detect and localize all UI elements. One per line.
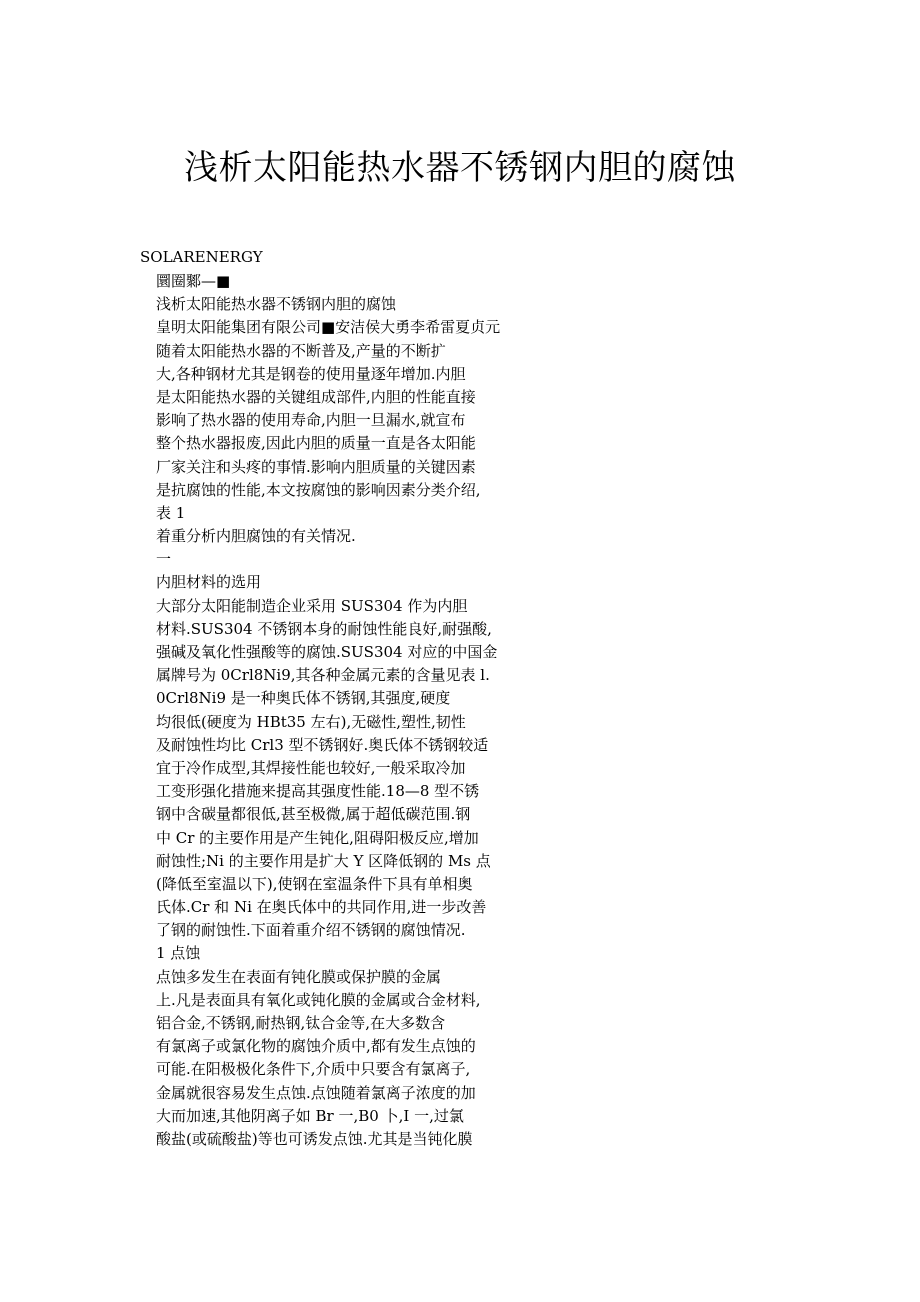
text-line: 是抗腐蚀的性能,本文按腐蚀的影响因素分类介绍, xyxy=(156,480,481,499)
text-line: 金属就很容易发生点蚀.点蚀随着氯离子浓度的加 xyxy=(156,1083,476,1102)
text-line: 大,各种钢材尤其是钢卷的使用量逐年增加.内胆 xyxy=(156,364,466,383)
page-title: 浅析太阳能热水器不锈钢内胆的腐蚀 xyxy=(184,148,736,188)
text-line: 表 1 xyxy=(156,503,186,522)
text-line: 宜于冷作成型,其焊接性能也较好,一般采取冷加 xyxy=(156,758,466,777)
text-line: 随着太阳能热水器的不断普及,产量的不断扩 xyxy=(156,341,446,360)
text-line: 厂家关注和头疼的事情.影响内胆质量的关键因素 xyxy=(156,457,476,476)
text-line: 了钢的耐蚀性.下面着重介绍不锈钢的腐蚀情况. xyxy=(156,921,466,940)
text-line: 工变形强化措施来提高其强度性能.18—8 型不锈 xyxy=(156,782,480,801)
text-line: 酸盐(或硫酸盐)等也可诱发点蚀.尤其是当钝化膜 xyxy=(156,1129,473,1148)
text-line: 着重分析内胆腐蚀的有关情况. xyxy=(156,527,356,546)
text-line: 浅析太阳能热水器不锈钢内胆的腐蚀 xyxy=(156,295,397,314)
text-line: 及耐蚀性均比 Crl3 型不锈钢好.奥氏体不锈钢较适 xyxy=(156,735,489,754)
text-line: 大而加速,其他阴离子如 Br 一,B0 卜,I 一,过氯 xyxy=(156,1106,464,1125)
text-line: 材料.SUS304 不锈钢本身的耐蚀性能良好,耐强酸, xyxy=(156,619,492,638)
text-line: 大部分太阳能制造企业采用 SUS304 作为内胆 xyxy=(156,596,468,615)
text-line: 强碱及氧化性强酸等的腐蚀.SUS304 对应的中国金 xyxy=(156,643,498,661)
text-line: 圜圈鄹—■ xyxy=(156,272,231,290)
text-line: 耐蚀性;Ni 的主要作用是扩大 Y 区降低钢的 Ms 点 xyxy=(156,851,491,870)
text-line: 0Crl8Ni9 是一种奥氏体不锈钢,其强度,硬度 xyxy=(156,689,451,708)
text-line: (降低至室温以下),使钢在室温条件下具有单相奥 xyxy=(156,874,473,893)
text-line: 点蚀多发生在表面有钝化膜或保护膜的金属 xyxy=(156,967,442,986)
text-line: 一 xyxy=(156,550,172,569)
text-line: 上.凡是表面具有氧化或钝化膜的金属或合金材料, xyxy=(156,990,481,1009)
text-line: 有氯离子或氯化物的腐蚀介质中,都有发生点蚀的 xyxy=(156,1037,476,1056)
text-line: 整个热水器报废,因此内胆的质量一直是各太阳能 xyxy=(156,434,476,453)
text-line: 是太阳能热水器的关键组成部件,内胆的性能直接 xyxy=(156,387,476,406)
body-text xyxy=(156,270,576,1151)
text-line: 属牌号为 0Crl8Ni9,其各种金属元素的含量见表 l. xyxy=(156,666,490,685)
text-line: 可能.在阳极极化条件下,介质中只要含有氯离子, xyxy=(156,1060,471,1079)
text-line: 1 点蚀 xyxy=(156,944,201,963)
text-line: 影响了热水器的使用寿命,内胆一旦漏水,就宣布 xyxy=(156,411,466,430)
text-line: 氏体.Cr 和 Ni 在奥氏体中的共同作用,进一步改善 xyxy=(156,898,487,917)
text-line: 内胆材料的选用 xyxy=(156,573,262,592)
text-line: 铝合金,不锈钢,耐热钢,钛合金等,在大多数含 xyxy=(156,1014,446,1032)
text-line: 皇明太阳能集团有限公司■安洁侯大勇李希雷夏贞元 xyxy=(156,318,501,337)
text-line: 中 Cr 的主要作用是产生钝化,阻碍阳极反应,增加 xyxy=(156,828,479,847)
header-label: SOLARENERGY xyxy=(140,248,263,266)
text-line: 钢中含碳量都很低,甚至极微,属于超低碳范围.钢 xyxy=(156,805,471,824)
text-line: 均很低(硬度为 HBt35 左右),无磁性,塑性,韧性 xyxy=(156,712,466,731)
